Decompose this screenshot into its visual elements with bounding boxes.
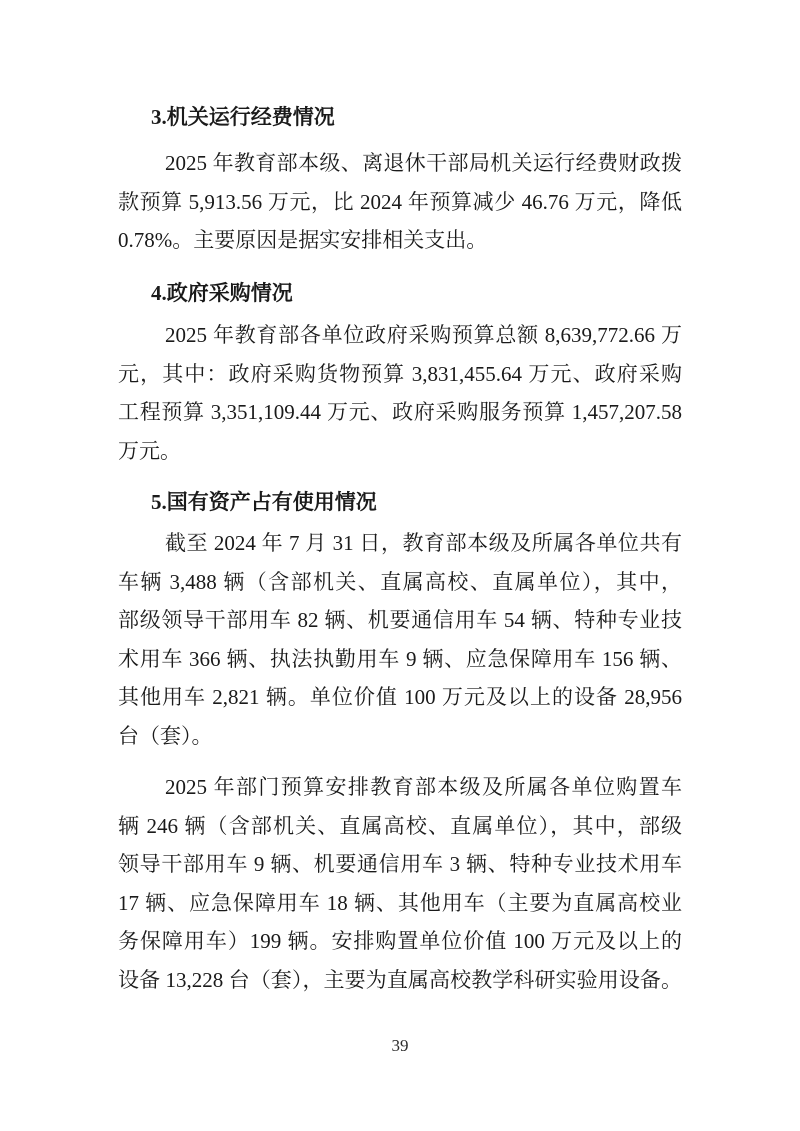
text-line: 工程预算 3,351,109.44 万元、政府采购服务预算 1,457,207.58 xyxy=(118,400,682,425)
text-line: 辆 246 辆（含部机关、直属高校、直属单位），其中，部级 xyxy=(118,813,682,838)
section-heading-3: 3.机关运行经费情况 xyxy=(151,105,335,129)
text-line: 设备 13,228 台（套），主要为直属高校教学科研实验用设备。 xyxy=(118,967,682,992)
text-line: 0.78%。主要原因是据实安排相关支出。 xyxy=(118,228,488,253)
text-line: 其他用车 2,821 辆。单位价值 100 万元及以上的设备 28,956 xyxy=(118,685,682,710)
paragraph xyxy=(118,768,682,1000)
text-line: 元，其中：政府采购货物预算 3,831,455.64 万元、政府采购 xyxy=(118,361,682,386)
text-line: 领导干部用车 9 辆、机要通信用车 3 辆、特种专业技术用车 xyxy=(118,852,682,877)
text-line: 万元。 xyxy=(118,438,181,463)
section-heading-5: 5.国有资产占有使用情况 xyxy=(151,490,377,514)
section-heading-4: 4.政府采购情况 xyxy=(151,281,293,305)
paragraph xyxy=(118,524,682,756)
text-line: 车辆 3,488 辆（含部机关、直属高校、直属单位），其中， xyxy=(118,569,682,594)
text-line: 2025 年教育部各单位政府采购预算总额 8,639,772.66 万 xyxy=(165,323,682,347)
text-line: 2025 年部门预算安排教育部本级及所属各单位购置车 xyxy=(165,775,682,799)
text-line: 2025 年教育部本级、离退休干部局机关运行经费财政拨 xyxy=(165,151,682,175)
text-line: 款预算 5,913.56 万元，比 2024 年预算减少 46.76 万元，降低 xyxy=(118,189,682,214)
text-line: 术用车 366 辆、执法执勤用车 9 辆、应急保障用车 156 辆、 xyxy=(118,646,682,671)
paragraph xyxy=(118,316,682,470)
text-line: 务保障用车）199 辆。安排购置单位价值 100 万元及以上的 xyxy=(118,929,682,954)
text-line: 截至 2024 年 7 月 31 日，教育部本级及所属各单位共有 xyxy=(165,531,682,555)
paragraph xyxy=(118,144,682,260)
text-line: 台（套）。 xyxy=(118,723,213,748)
text-line: 17 辆、应急保障用车 18 辆、其他用车（主要为直属高校业 xyxy=(118,890,682,915)
text-line: 部级领导干部用车 82 辆、机要通信用车 54 辆、特种专业技 xyxy=(118,608,682,633)
page-number: 39 xyxy=(391,1036,409,1055)
